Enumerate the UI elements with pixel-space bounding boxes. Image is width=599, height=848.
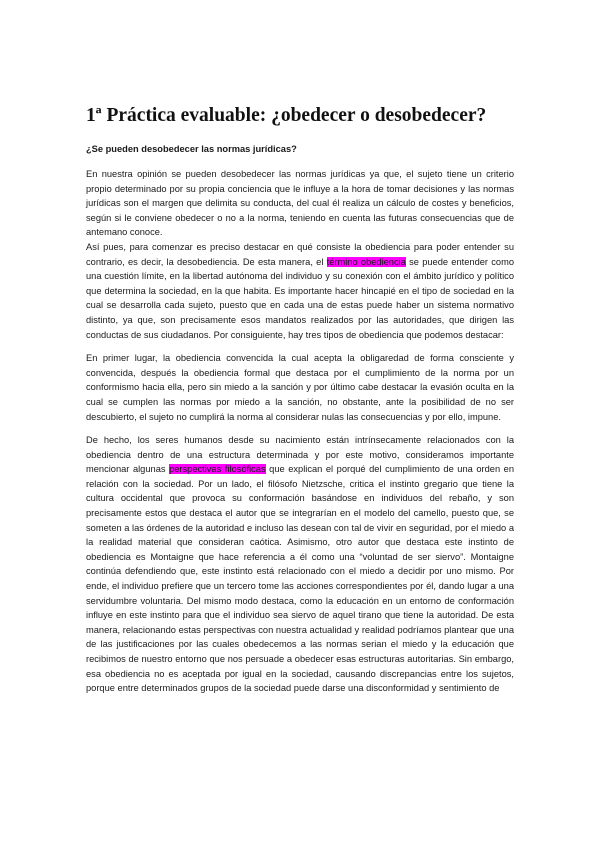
paragraph-text: que explican el porqué del cumplimiento de una orden en relación con la sociedad. Por un lado, el filósofo Nietzsche, critica el instinto gregario que tiene la cultura occidental que provoca su conformación basándose en individuos del rebaño, y son precisamente estos que destaca el autor que se integrarían en el modelo del camello, puesto que, se someten a las órdenes de la autoridad e incluso las desean con tal de vivir en seguridad, por el miedo a la realidad material que consideran caótica. Asimismo, otro autor que destaca este instinto de obediencia es Montaigne que hace referencia a él como una “voluntad de ser siervo”. Montaigne continúa defendiendo que, este instinto está relacionado con el miedo a decidir por uno mismo. Por ende, el individuo prefiere que un tercero tome las acciones correspondientes por él, dando lugar a una servidumbre voluntaria. Del mismo modo destaca, como la educación en un entorno de conformación influye en este instinto para que el individuo sea siervo de aquel tirano que tiene la autoridad. De esta manera, relacionando estas perspectivas con nuestra actualidad y realidad podríamos plantear que una de las justificaciones por las cuales obedecemos a las normas serian el miedo y la educación que recibimos de nuestro entorno que nos persuade a obedecer esas estructuras autoritarias. Sin embargo, esa obediencia no es aceptada por igual en la sociedad, causando discrepancias entre los sujetos, porque entre determinados grupos de la sociedad puede darse una disconformidad y sentimiento de	[86, 464, 514, 694]
paragraph-text: se puede entender como una cuestión límite, en la libertad autónoma del individuo y su conexión con el ámbito jurídico y político que determina la sociedad, en la que habita. Es importante hacer hincapié en el tipo de sociedad en la cual se desarrolla cada sujeto, puesto que en cada una de estas puede haber un sistema normativo distinto, ya que, son precisamente esos mandatos realizados por las autoridades, que dirigen las conductas de sus ciudadanos. Por consiguiente, hay tres tipos de obediencia que podemos destacar:	[86, 256, 514, 340]
paragraph-opinion: En nuestra opinión se pueden desobedecer las normas jurídicas ya que, el sujeto tiene un criterio propio determinado por su propia conciencia que le influye a la hora de tomar decisiones y las normas jurídicas son el margen que delimita su conducta, del cual él realiza un cálculo de costes y beneficios, según si le conviene obedecer o no a la norma, teniendo en cuenta las futuras consecuencias que de antemano conoce.	[86, 169, 514, 238]
highlighted-term: perspectivas filosóficas	[169, 464, 266, 475]
paragraph-obedience-types: En primer lugar, la obediencia convencida la cual acepta la obligaredad de forma consciente y convencida, después la obediencia formal que destaca por el cumplimiento de la norma por un conformismo hacia ella, pero sin miedo a la sanción y por último cabe destacar la evasión oculta en la cual se cumplen las normas por miedo a la sanción, no obstante, ante la posibilidad de no ser descubierto, el sujeto no cumplirá la norma al considerar nulas las consecuencias y por ello, impune.	[86, 353, 514, 422]
document-title: 1ª Práctica evaluable: ¿obedecer o desobedecer?	[86, 105, 487, 126]
paragraph-text: Así pues, para comenzar es preciso destacar en qué consiste la obediencia para poder entender su contrario, es decir, la desobediencia. De esta manera, el	[86, 241, 514, 267]
paragraph-obedience-definition	[86, 240, 514, 342]
highlighted-term: término obediencia	[326, 256, 406, 267]
paragraph-text: De hecho, los seres humanos desde su nacimiento están intrínsecamente relacionados con la obediencia dentro de una estructura determinada y por este motivo, consideramos importante mencionar algunas	[86, 435, 514, 475]
section-question: ¿Se pueden desobedecer las normas jurídicas?	[86, 144, 297, 154]
paragraph-philosophical-perspectives	[86, 433, 514, 696]
document-body	[86, 104, 514, 696]
